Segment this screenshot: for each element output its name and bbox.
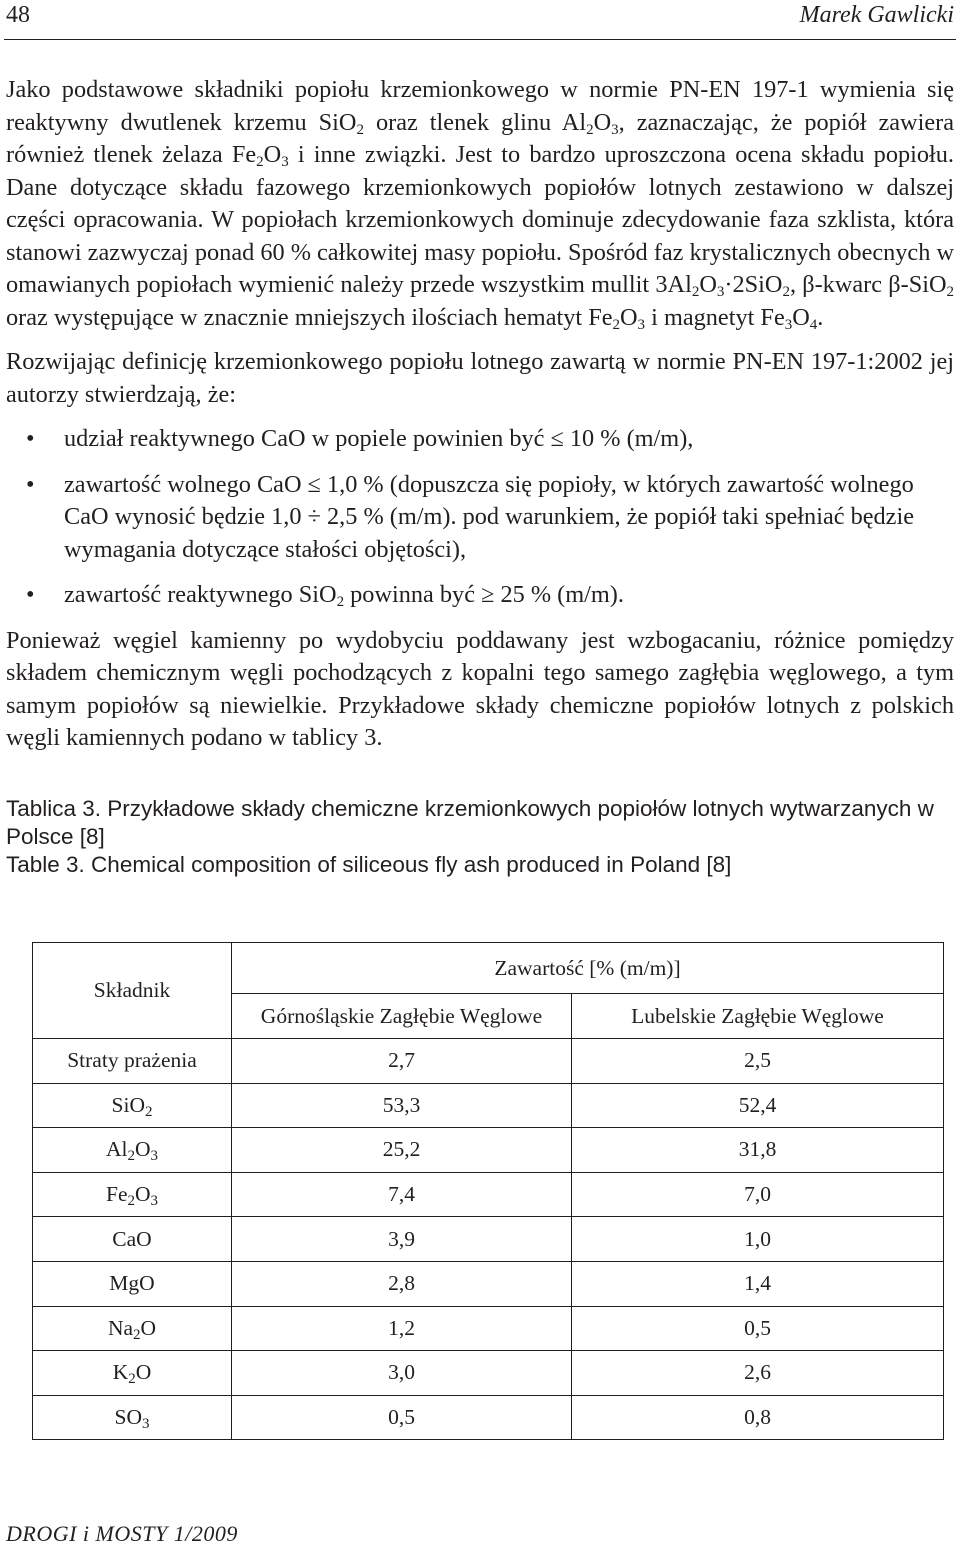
header-rule xyxy=(4,39,956,40)
requirements-list xyxy=(6,423,954,612)
row-label: $Na_2O$ xyxy=(33,1306,232,1351)
list-item: • udział reaktywnego CaO w popiele powinien być ≤ 10 % (m/m), xyxy=(6,423,954,456)
table-row xyxy=(33,1217,944,1262)
header-component: Składnik xyxy=(33,943,232,1039)
header-gzw: Górnośląskie Zagłębie Węglowe xyxy=(232,994,572,1039)
table-row xyxy=(33,1261,944,1306)
value-lzw: 1,0 xyxy=(572,1217,944,1262)
list-item: • zawartość reaktywnego SiO$_2$ powinna być ≥ 25 % (m/m). xyxy=(26,581,624,610)
paragraph-2: Rozwijając definicję krzemionkowego popiołu lotnego zawartą w normie PN-EN 197-1:2002 jej autorzy stwierdzają, że: xyxy=(6,348,954,408)
value-lzw: 7,0 xyxy=(572,1172,944,1217)
row-label: $Al_2O_3$ xyxy=(33,1128,232,1173)
value-gzw: 53,3 xyxy=(232,1083,572,1128)
value-gzw: 25,2 xyxy=(232,1128,572,1173)
composition-table xyxy=(32,942,944,1440)
value-lzw: 0,8 xyxy=(572,1395,944,1440)
value-gzw: 2,8 xyxy=(232,1261,572,1306)
table-row xyxy=(33,1039,944,1084)
paragraph-3: Ponieważ węgiel kamienny po wydobyciu poddawany jest wzbogacaniu, różnice pomiędzy składem chemicznym węgli pochodzących z kopalni tego samego zagłębia węglowego, a tym samym popiołów są niewielkie. Przykładowe składy chemiczne popiołów lotnych z polskich węgli kamiennych podano w tablicy 3. xyxy=(6,626,954,751)
footer-journal: DROGI i MOSTY 1/2009 xyxy=(6,1521,238,1546)
row-label: MgO xyxy=(33,1261,232,1306)
bullet-icon: • xyxy=(26,581,35,608)
value-gzw: 0,5 xyxy=(232,1395,572,1440)
value-gzw: 2,7 xyxy=(232,1039,572,1084)
value-lzw: 2,5 xyxy=(572,1039,944,1084)
table-row xyxy=(33,1128,944,1173)
value-lzw: 0,5 xyxy=(572,1306,944,1351)
article-body xyxy=(6,74,954,879)
table-row xyxy=(33,1395,944,1440)
row-label: $Fe_2O_3$ xyxy=(33,1172,232,1217)
value-lzw: 1,4 xyxy=(572,1261,944,1306)
table-body xyxy=(33,1039,944,1440)
row-label: SiO$_2$ xyxy=(33,1083,232,1128)
table-caption-en: Table 3. Chemical composition of siliceous fly ash produced in Poland [8] xyxy=(6,851,732,877)
table-row xyxy=(33,1306,944,1351)
page-header xyxy=(0,0,960,40)
value-gzw: 3,9 xyxy=(232,1217,572,1262)
value-lzw: 2,6 xyxy=(572,1351,944,1396)
header-lzw: Lubelskie Zagłębie Węglowe xyxy=(572,994,944,1039)
value-gzw: 7,4 xyxy=(232,1172,572,1217)
running-author: Marek Gawlicki xyxy=(799,2,954,28)
table-row xyxy=(33,1172,944,1217)
row-label: $SO_3$ xyxy=(33,1395,232,1440)
row-label: $K_2O$ xyxy=(33,1351,232,1396)
row-label: CaO xyxy=(33,1217,232,1262)
list-item: • zawartość wolnego CaO ≤ 1,0 % (dopuszcza się popioły, w których zawartość wolnego CaO wynosić będzie 1,0 ÷ 2,5 % (m/m). pod warunkiem, że popiół taki spełniać będzie wymagania dotyczące stałości objętości), xyxy=(26,470,914,563)
value-lzw: 52,4 xyxy=(572,1083,944,1128)
value-lzw: 31,8 xyxy=(572,1128,944,1173)
row-label: Straty prażenia xyxy=(33,1039,232,1084)
header-content: Zawartość [% (m/m)] xyxy=(232,943,944,994)
bullet-icon: • xyxy=(26,470,35,498)
page-number: 48 xyxy=(6,2,30,28)
table-row xyxy=(33,1083,944,1128)
table-caption-pl: Tablica 3. Przykładowe składy chemiczne krzemionkowych popiołów lotnych wytwarzanych w Polsce [8] xyxy=(6,795,934,849)
bullet-icon: • xyxy=(26,425,35,452)
value-gzw: 3,0 xyxy=(232,1351,572,1396)
table-caption xyxy=(6,795,954,879)
value-gzw: 1,2 xyxy=(232,1306,572,1351)
paragraph-1: Jako podstawowe składniki popiołu krzemionkowego w normie PN-EN 197-1 wymienia się reaktywny dwutlenek krzemu SiO$_2$ oraz tlenek glinu $Al_2O_3$, zaznaczając, że popiół zawiera również tlenek żelaza $Fe_2O_3$ i inne związki. Jest to bardzo uproszczona ocena składu popiołu. Dane dotyczące składu fazowego krzemionkowych popiołów lotnych zestawiono w dalszej części opracowania. W popiołach krzemionkowych dominuje zdecydowanie faza szklista, która stanowi zazwyczaj ponad 60 % całkowitej masy popiołu. Spośród faz krystalicznych obecnych w omawianych popiołach wymienić należy przede wszystkim mullit $3Al_2O_3\cdot 2SiO_2$, β-kwarc β-SiO$_2$ oraz występujące w znacznie mniejszych ilościach hematyt $Fe_2O_3$ i magnetyt $Fe_3O_4$. xyxy=(6,76,955,333)
table-row xyxy=(33,1351,944,1396)
